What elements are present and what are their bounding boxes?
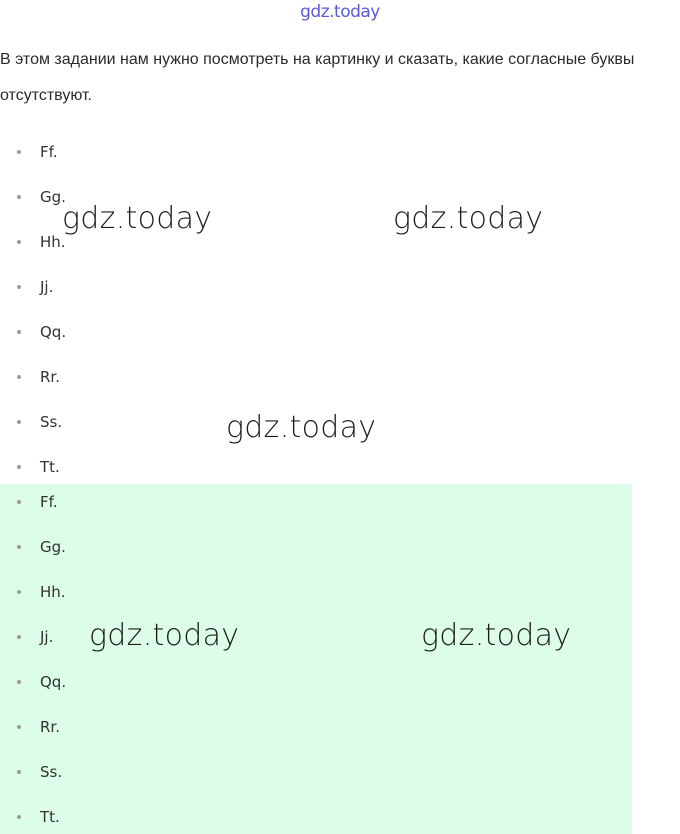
list-item	[0, 457, 200, 477]
bullet-icon	[17, 240, 21, 244]
bullet-icon	[17, 465, 21, 469]
letter-pair: Hh.	[40, 583, 66, 601]
letter-pair: Qq.	[40, 673, 67, 691]
watermark: gdz.today	[421, 618, 572, 653]
letter-pair: Tt.	[40, 458, 60, 476]
letter-pair: Ss.	[40, 763, 63, 781]
letter-pair: Hh.	[40, 233, 66, 251]
bullet-icon	[17, 770, 21, 774]
list-item	[0, 762, 200, 782]
bullet-icon	[17, 285, 21, 289]
bullet-icon	[17, 680, 21, 684]
letter-pair: Gg.	[40, 538, 66, 556]
list-item	[0, 277, 200, 297]
letter-pair: Ff.	[40, 493, 58, 511]
bullet-icon	[17, 635, 21, 639]
bullet-icon	[17, 375, 21, 379]
list-item	[0, 492, 200, 512]
letter-pair: Gg.	[40, 188, 66, 206]
bullet-icon	[17, 195, 21, 199]
letter-pair: Ff.	[40, 143, 58, 161]
letter-pair: Jj.	[40, 278, 54, 296]
letter-pair: Qq.	[40, 323, 67, 341]
bullet-icon	[17, 815, 21, 819]
letter-pair: Jj.	[40, 628, 54, 646]
bullet-icon	[17, 500, 21, 504]
list-item	[0, 672, 200, 692]
letter-pair: Rr.	[40, 718, 60, 736]
watermark: gdz.today	[89, 618, 240, 653]
letter-pair: Rr.	[40, 368, 60, 386]
bullet-icon	[17, 725, 21, 729]
list-item	[0, 582, 200, 602]
site-brand[interactable]: gdz.today	[300, 2, 380, 22]
list-item	[0, 807, 200, 827]
watermark: gdz.today	[62, 201, 213, 236]
list-item	[0, 412, 200, 432]
watermark: gdz.today	[226, 410, 377, 445]
bullet-icon	[17, 590, 21, 594]
list-item	[0, 717, 200, 737]
bullet-icon	[17, 330, 21, 334]
list-item	[0, 537, 200, 557]
letter-pair: Ss.	[40, 413, 63, 431]
list-item	[0, 322, 200, 342]
list-item	[0, 142, 200, 162]
letter-pair: Tt.	[40, 808, 60, 826]
bullet-icon	[17, 420, 21, 424]
watermark: gdz.today	[393, 201, 544, 236]
task-description: В этом задании нам нужно посмотреть на картинку и сказать, какие согласные буквы отсутствуют.	[0, 51, 635, 104]
list-item	[0, 367, 200, 387]
bullet-icon	[17, 545, 21, 549]
bullet-icon	[17, 150, 21, 154]
